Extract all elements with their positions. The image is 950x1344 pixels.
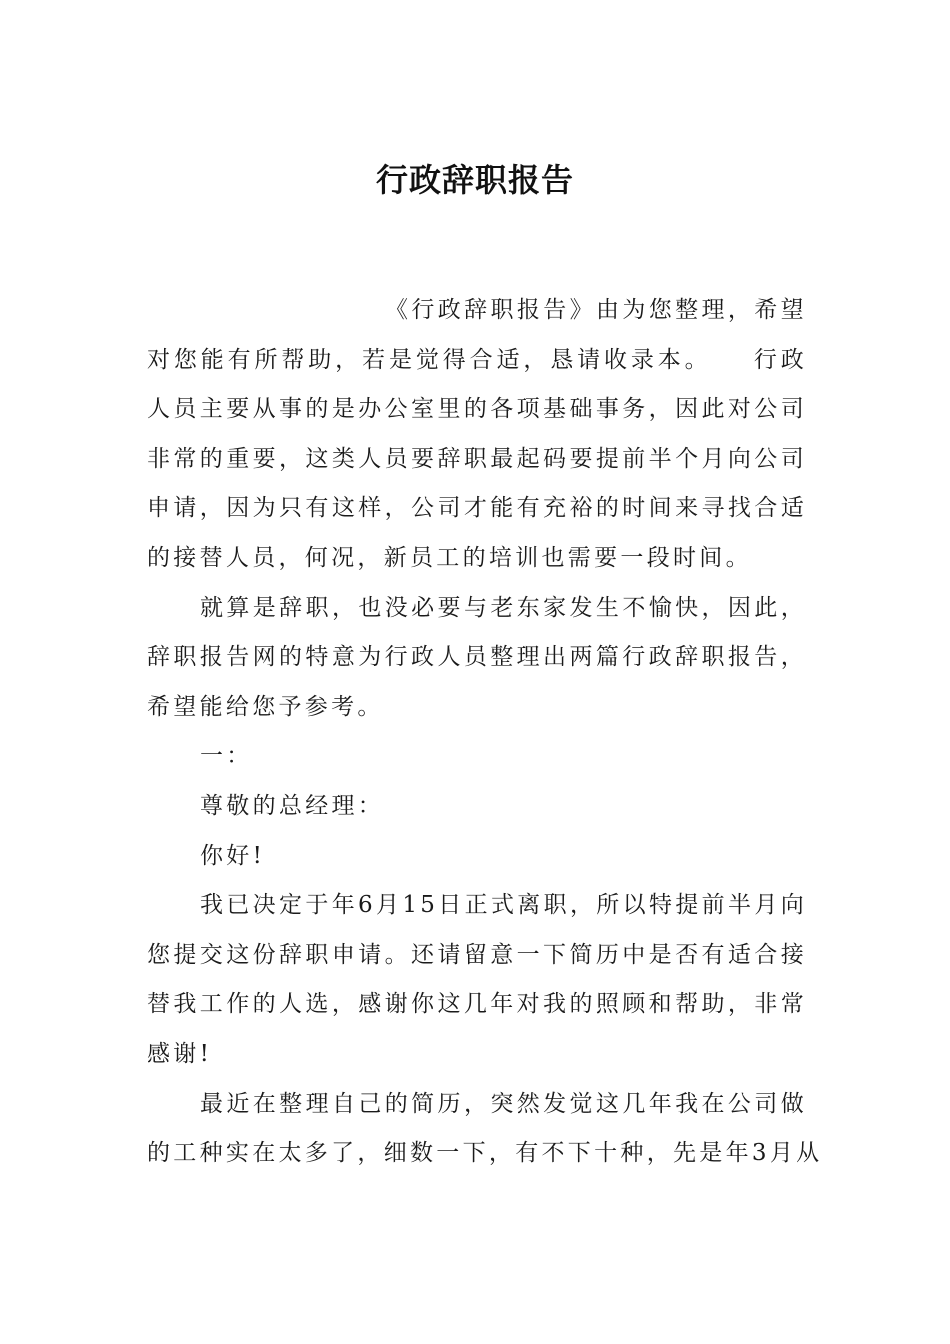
paragraph-line: 就算是辞职，也没必要与老东家发生不愉快，因此， <box>200 594 807 621</box>
paragraph-line: 人员主要从事的是办公室里的各项基础事务，因此对公司 <box>147 396 807 423</box>
paragraph-line: 希望能给您予参考。 <box>147 693 384 720</box>
greeting: 你好! <box>200 842 266 869</box>
paragraph-line: 替我工作的人选，感谢你这几年对我的照顾和帮助，非常 <box>147 991 807 1018</box>
paragraph-line: 的工种实在太多了，细数一下，有不下十种，先是年3月从 <box>147 1140 823 1167</box>
paragraph-line: 对您能有所帮助，若是觉得合适，恳请收录本。 行政 <box>147 346 807 373</box>
paragraph-line: 最近在整理自己的简历，突然发觉这几年我在公司做 <box>200 1090 807 1117</box>
paragraph-line: 申请，因为只有这样，公司才能有充裕的时间来寻找合适 <box>147 495 807 522</box>
paragraph-line: 辞职报告网的特意为行政人员整理出两篇行政辞职报告， <box>147 644 807 671</box>
section-number: 一： <box>200 743 253 770</box>
paragraph-line: 非常的重要，这类人员要辞职最起码要提前半个月向公司 <box>147 445 807 472</box>
paragraph-line: 我已决定于年6月15日正式离职，所以特提前半月向 <box>200 892 807 919</box>
salutation: 尊敬的总经理： <box>200 792 385 819</box>
paragraph-line: 的接替人员，何况，新员工的培训也需要一段时间。 <box>147 544 752 571</box>
paragraph-line: 《行政辞职报告》由为您整理，希望 <box>385 297 807 323</box>
paragraph-line: 您提交这份辞职申请。还请留意一下简历中是否有适合接 <box>147 941 807 968</box>
document-body <box>147 286 823 1179</box>
paragraph-line: 感谢! <box>147 1040 213 1067</box>
document-title: 行政辞职报告 <box>375 161 574 199</box>
